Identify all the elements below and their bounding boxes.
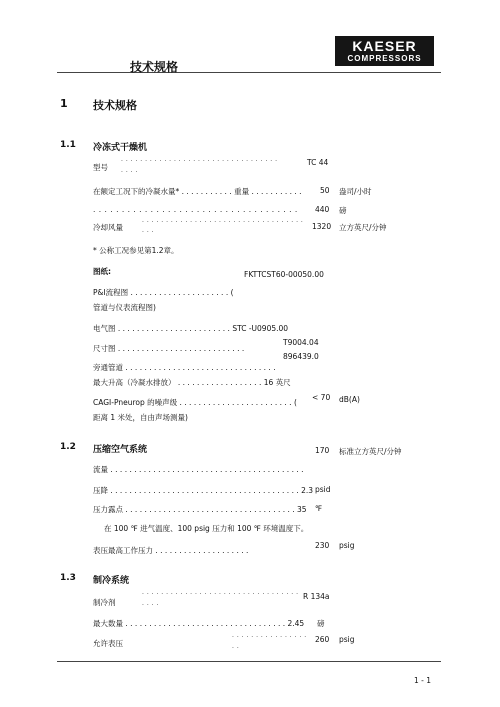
allow-pressure-unit: psig [339,635,355,644]
condensate-unit: 盎司/小时 [339,187,372,196]
pid-label: P&I流程图 . . . . . . . . . . . . . . . . . . . . . ( [93,288,234,297]
allow-pressure-dots-cont: · · [232,645,240,652]
condensate-value: 50 [320,186,330,195]
allow-pressure-label: 允许表压 [93,639,123,648]
noise-unit: dB(A) [339,395,360,404]
electrical-label: 电气图 . . . . . . . . . . . . . . . . . . . . . . . . STC -U0905.00 [93,324,289,333]
max-pressure-unit: psig [339,541,355,550]
dew-point-note: 在 100 ℉ 进气温度、100 psig 压力和 100 ℉ 环境温度下。 [104,524,309,533]
condensate-label: 在额定工况下的冷凝水量* . . . . . . . . . . . 重量 . . . . . . . . . . . [93,187,302,196]
noise-value: < 70 [312,393,331,402]
footer-rule [57,661,441,662]
subsection-number: 1.1 [60,140,76,150]
subsection-title: 制冷系统 [93,576,130,586]
quantity-unit: 磅 [317,619,325,628]
line2-unit: 磅 [339,206,347,215]
header-rule [57,72,441,73]
kaeser-logo [335,36,434,66]
allow-pressure-value: 260 [315,635,330,644]
refrigerant-dots-cont: · · · · [142,602,159,609]
refrigerant-label: 制冷剂 [93,598,116,607]
flow-unit: 标准立方英尺/分钟 [339,447,402,456]
max-pressure-label: 表压最高工作压力 . . . . . . . . . . . . . . . . . . . . [93,546,249,555]
drawings-label: 图纸: [93,267,111,276]
noise-label: CAGI-Pneurop 的噪声级 . . . . . . . . . . . . . . . . . . . . . . . . ( [93,398,297,407]
section-title: 技术规格 [93,99,137,112]
model-dots-cont: · · · · [121,169,138,176]
subsection-number: 1.3 [60,573,76,583]
model-dots: · · · · · · · · · · · · · · · · · · · · · · · · · · · · · · · · · [121,158,278,165]
airflow-dots-cont: · · · [142,229,155,236]
pid-sub: 管道与仪表流程图) [93,303,156,312]
page-number: 1 - 1 [414,676,432,685]
logo-line1: KAESER [352,38,417,54]
dew-point-unit: ℉ [315,504,323,513]
bypass-label: 旁通管道 . . . . . . . . . . . . . . . . . . . . . . . . . . . . . . . . [93,363,276,372]
dew-point-label: 压力露点 . . . . . . . . . . . . . . . . . . . . . . . . . . . . . . . . . . . . 35 [93,505,307,514]
subsection-title: 冷冻式干燥机 [93,143,148,153]
subsection-title: 压缩空气系统 [93,445,148,455]
refrigerant-value: R 134a [303,592,330,601]
model-value: TC 44 [307,158,329,167]
dimension-value-2: 896439.0 [283,352,319,361]
footnote: * 公称工况参见第1.2章。 [93,246,179,255]
pressure-drop-unit: psid [315,485,331,494]
airflow-value: 1320 [312,222,332,231]
allow-pressure-dots: · · · · · · · · · · · · · · · · [232,634,307,641]
airflow-dots: · · · · · · · · · · · · · · · · · · · · · · · · · · · · · · · · · · [142,219,304,226]
airflow-unit: 立方英尺/分钟 [339,223,387,232]
header-title: 技术规格 [130,60,179,74]
logo-line2: COMPRESSORS [347,54,422,63]
lift-label: 最大升高（冷凝水排放） . . . . . . . . . . . . . . . . . . 16 英尺 [93,378,291,387]
subsection-number: 1.2 [60,442,76,452]
line2-dots: . . . . . . . . . . . . . . . . . . . . . . . . . . . . . . . . . . . . [93,205,298,214]
flow-value: 170 [315,446,330,455]
line2-value: 440 [315,205,330,214]
section-number: 1 [60,97,68,110]
max-pressure-value: 230 [315,541,330,550]
drawings-value: FKTTCST60-00050.00 [244,270,324,279]
noise-sub: 距离 1 米处，自由声场测量) [93,413,188,422]
dimension-label: 尺寸图 . . . . . . . . . . . . . . . . . . . . . . . . . . . [93,344,245,353]
quantity-label: 最大数量 . . . . . . . . . . . . . . . . . . . . . . . . . . . . . . . . . . 2.45 [93,619,305,628]
model-label: 型号 [93,163,108,172]
airflow-label: 冷却风量 [93,223,123,232]
dimension-value-1: T9004.04 [283,338,319,347]
flow-label: 流量 . . . . . . . . . . . . . . . . . . . . . . . . . . . . . . . . . . . . . . . . . [93,465,304,474]
refrigerant-dots: · · · · · · · · · · · · · · · · · · · · · · · · · · · · · · · · · [142,591,299,598]
pressure-drop-label: 压降 . . . . . . . . . . . . . . . . . . . . . . . . . . . . . . . . . . . . . . . . 2.3 [93,486,314,495]
